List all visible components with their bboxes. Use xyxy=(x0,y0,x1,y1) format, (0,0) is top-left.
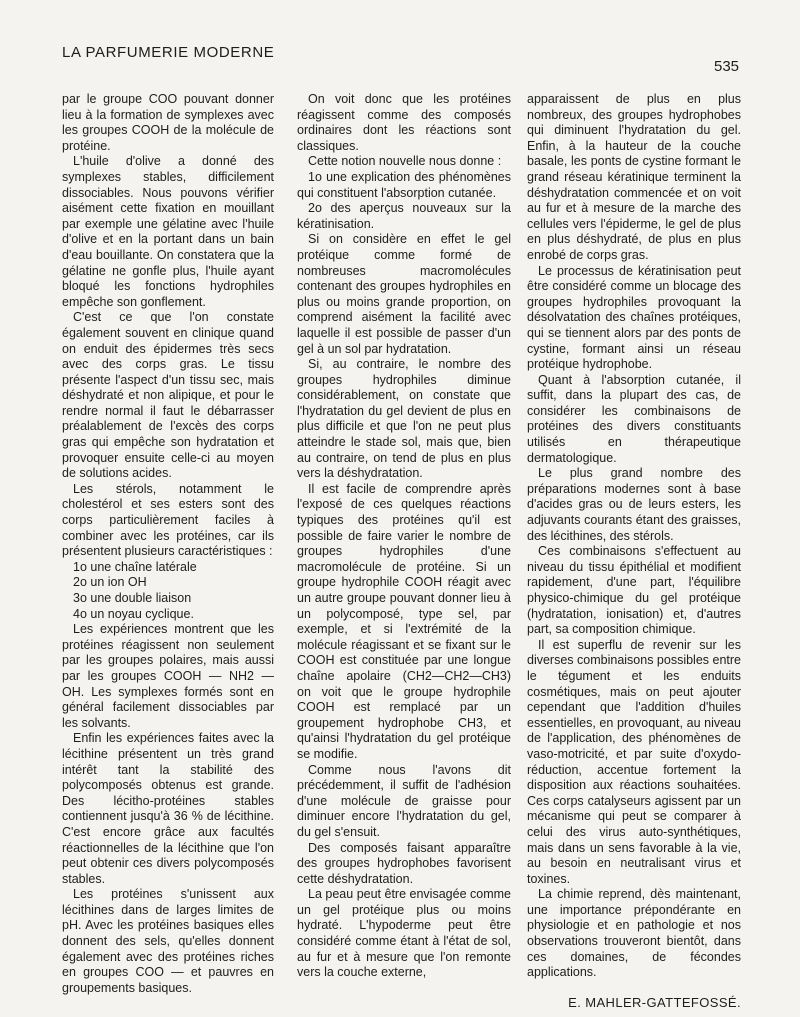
paragraph: Les expériences montrent que les protéines réagissent non seulement par les groupes polaires, mais aussi par les groupes COOH — NH2 — OH. Les symplexes formés sont en général facilement dissociables par les solvants. xyxy=(62,622,274,730)
paragraph: L'huile d'olive a donné des symplexes stables, difficilement dissociables. Nous pouvons vérifier aisément cette fixation en mouillant par exemple une gélatine avec l'huile d'olive et en la portant dans un bain d'eau bouillante. On constatera que la gélatine ne gonfle plus, l'huile ayant bloqué les fonctions hydrophiles empêche son gonflement. xyxy=(62,154,274,309)
paragraph: Si, au contraire, le nombre des groupes hydrophiles diminue considérablement, on constate que l'hydratation du gel devient de plus en plus difficile et que l'on ne peut plus atteindre le stade sol, mais que, bien au contraire, on tend de plus en plus vers la déshydratation. xyxy=(297,357,511,481)
paragraph: par le groupe COO pouvant donner lieu à la formation de symplexes avec les groupes COOH de la molécule de protéine. xyxy=(62,92,274,153)
paragraph: Il est superflu de revenir sur les diverses combinaisons possibles entre le tégument et les enduits cosmétiques, mais on peut ajouter cependant que l'addition d'huiles essentielles, en provoquant, au niveau de l'application, des phénomènes de vaso-motricité, et par suite d'oxydo-réduction, accentue fortement la disposition aux réactions souhaitées. Ces corps catalyseurs agissent par un mécanisme qui peut se comparer à celui des virus auto-synthétiques, mais dans un sens favorable à la vie, au besoin en neutralisant virus et toxines. xyxy=(527,637,741,886)
paragraph: apparaissent de plus en plus nombreux, des groupes hydrophobes qui diminuent l'hydratation du gel. Enfin, à la hauteur de la couche basale, les ponts de cystine formant le grand réseau kératinique terminent la déshydratation commencée et on voit au fur et à mesure de la marche des cellules vers l'épiderme, le gel de plus en plus déshydraté, de plus en plus enrobé de corps gras. xyxy=(527,92,741,262)
text-column-2 xyxy=(297,92,511,981)
paragraph: 1o une chaîne latérale xyxy=(73,559,197,574)
paragraph: 1o une explication des phénomènes qui constituent l'absorption cutanée. xyxy=(297,169,511,200)
text-column-1 xyxy=(62,92,274,996)
paragraph: Des composés faisant apparaître des groupes hydrophobes favorisent cette déshydratation. xyxy=(297,840,511,886)
paragraph: Les protéines s'unissent aux lécithines dans de larges limites de pH. Avec les protéines basiques elles donnent des sels, qu'elles donnent également avec des protéines riches en groupes COO — et pauvres en groupements basiques. xyxy=(62,887,274,995)
page-number: 535 xyxy=(714,58,740,75)
paragraph: La chimie reprend, dès maintenant, une importance prépondérante en physiologie et en pathologie et nos observations trouveront bientôt, dans ces domaines, de fécondes applications. xyxy=(527,887,741,980)
paragraph: Enfin les expériences faites avec la lécithine présentent un très grand intérêt tant la stabilité des polycomposés obtenus est grande. Des lécitho-protéines stables contiennent jusqu'à 36 % de lécithine. C'est encore grâce aux facultés réactionnelles de la lécithine que l'on peut obtenir ces divers polycomposés stables. xyxy=(62,731,274,886)
paragraph: Le processus de kératinisation peut être considéré comme un blocage des groupes hydrophiles provoquant la désolvatation des chaînes protéiques, qui se tiennent alors par des ponts de cystine, formant ainsi un réseau protéique hydrophobe. xyxy=(527,263,741,372)
paragraph: Si on considère en effet le gel protéique comme formé de nombreuses macromolécules contenant des groupes hydrophiles en plus ou moins grande proportion, on comprend aisément la facilité avec laquelle il est possible de passer d'un gel à un sol par hydratation. xyxy=(297,232,511,356)
paragraph: Il est facile de comprendre après l'exposé de ces quelques réactions typiques des protéines qu'il est possible de faire varier le nombre de groupes hydrophiles d'une macromolécule de protéine. Si un groupe hydrophile COOH réagit avec un autre groupe pouvant donner lieu à un polycomposé, type sel, par exemple, et si l'extrémité de la molécule réagissant et se fixant sur le COOH est constituée par une longue chaîne apolaire (CH2—CH2—CH3) on voit que le groupe hydrophile COOH est remplacé par un groupement hydrophobe CH3, et qu'ainsi l'hydratation du gel protéique se modifie. xyxy=(297,481,511,761)
paragraph: On voit donc que les protéines réagissent comme des composés ordinaires dont les réactions sont classiques. xyxy=(297,92,511,153)
paragraph: 2o un ion OH xyxy=(73,575,147,590)
paragraph: Comme nous l'avons dit précédemment, il suffit de l'adhésion d'une molécule de graisse pour diminuer encore l'hydratation du gel, du gel s'ensuit. xyxy=(297,762,511,839)
text-column-3 xyxy=(527,92,741,1010)
paragraph: Les stérols, notamment le cholestérol et ses esters sont des corps particulièrement faciles à combiner avec les protéines, car ils présentent plusieurs caractéristiques : xyxy=(62,481,274,559)
paragraph: Ces combinaisons s'effectuent au niveau du tissu épithélial et modifient rapidement, d'une part, l'équilibre physico-chimique du gel protéique (hydratation, ionisation) et, d'autres part, sa composition chimique. xyxy=(527,544,741,637)
author-signature: E. MAHLER-GATTEFOSSÉ. xyxy=(568,994,741,1010)
paragraph: 2o des aperçus nouveaux sur la kératinisation. xyxy=(297,201,511,231)
running-head: LA PARFUMERIE MODERNE xyxy=(62,44,275,61)
paragraph: 3o une double liaison xyxy=(73,591,192,605)
paragraph: Cette notion nouvelle nous donne : xyxy=(308,154,502,169)
paragraph: Le plus grand nombre des préparations modernes sont à base d'acides gras ou de leurs esters, les adjuvants courants étant des graisses, des lécithines, des stérols. xyxy=(527,466,741,543)
paragraph: C'est ce que l'on constate également souvent en clinique quand on enduit des épidermes très secs avec des corps gras. Le tissu présente l'aspect d'un tissu sec, mais déshydraté et non alipique, et pour le rendre normal il faut le débarrasser préalablement de l'excès des corps gras qui empêche son hydratation et provoquer ensuite celle-ci au moyen de solutions acides. xyxy=(62,310,274,481)
paragraph: 4o un noyau cyclique. xyxy=(73,606,194,621)
paragraph: Quant à l'absorption cutanée, il suffit, dans la plupart des cas, de considérer les combinaisons de protéines des divers constituants utilisés en thérapeutique dermatologique. xyxy=(527,372,741,465)
paragraph: La peau peut être envisagée comme un gel protéique plus ou moins hydraté. L'hypoderme peut être considéré comme étant à l'état de sol, au fur et à mesure que l'on remonte vers la couche externe, xyxy=(297,887,511,980)
